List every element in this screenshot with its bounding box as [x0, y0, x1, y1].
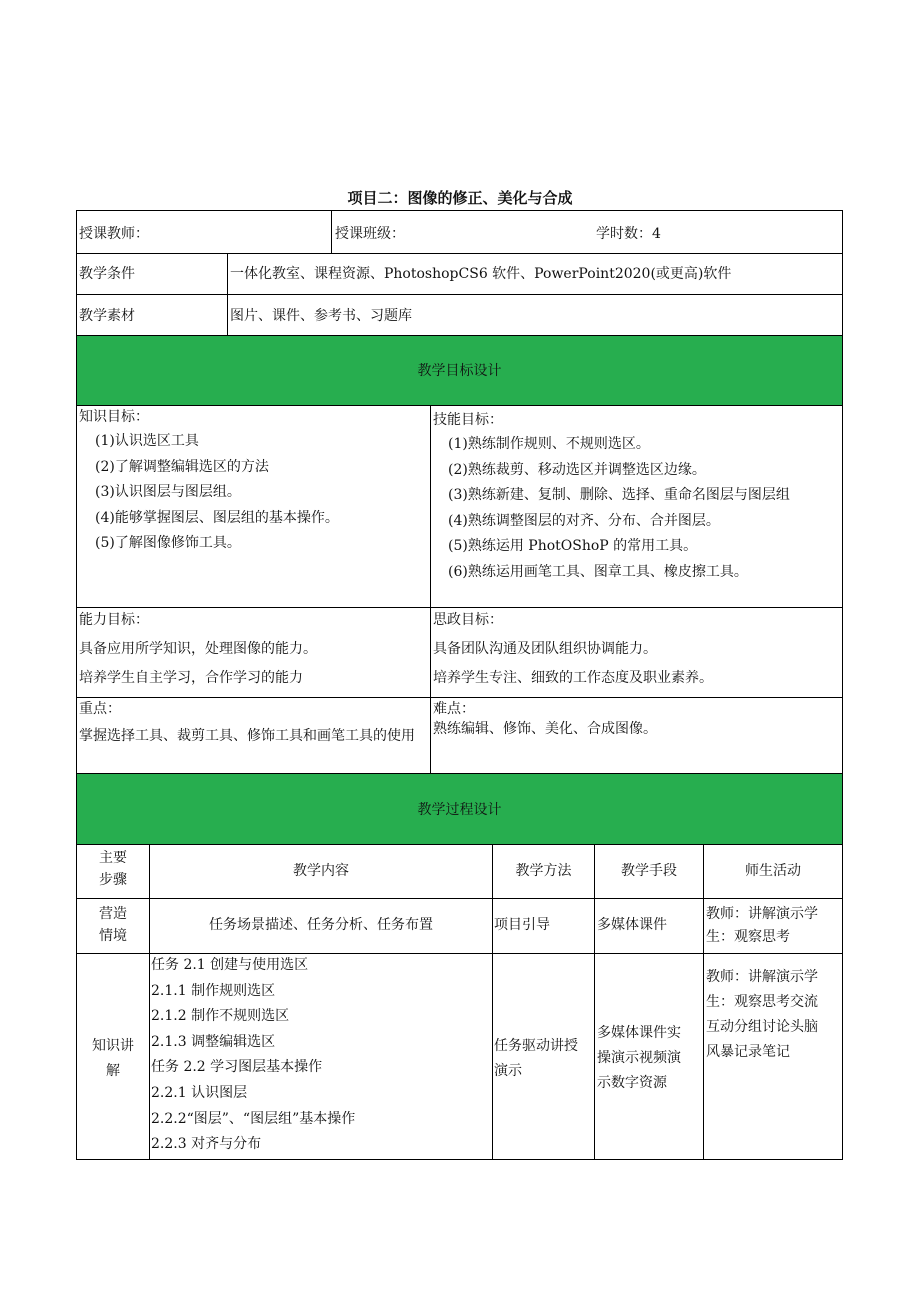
teacher-label: 授课教师：	[79, 226, 149, 242]
hours-label: 学时数：4	[596, 226, 661, 242]
ability-label: 能力目标：	[79, 612, 149, 628]
process-section-title: 教学过程设计	[417, 802, 502, 818]
row1-step: 营造 情境	[99, 906, 127, 944]
list-item: 2.1.2 制作不规则选区	[151, 1008, 290, 1025]
ideology-line2: 培养学生专注、细致的工作态度及职业素养。	[433, 670, 713, 686]
list-item: (4)熟练调整图层的对齐、分布、合并图层。	[448, 512, 720, 529]
table-line	[76, 1159, 843, 1160]
row2-means: 多媒体课件实 操演示视频演 示数字资源	[597, 1025, 681, 1091]
table-line	[76, 697, 843, 698]
ability-line2: 培养学生自主学习，合作学习的能力	[79, 670, 303, 686]
list-item: 2.1.1 制作规则选区	[151, 982, 276, 999]
key-point-label: 重点：	[79, 701, 121, 717]
list-item: (2)熟练裁剪、移动选区并调整选区边缘。	[448, 461, 706, 478]
header-method: 教学方法	[515, 863, 572, 879]
row1-method: 项目引导	[494, 917, 550, 933]
table-line	[76, 335, 843, 336]
conditions-value: 一体化教室、课程资源、PhotoshopCS6 软件、PowerPoint2020(或更高)软件	[230, 266, 732, 282]
header-step: 主要 步骤	[99, 850, 127, 888]
table-line	[76, 844, 843, 845]
materials-label: 教学素材	[79, 308, 135, 324]
list-item: (1)认识选区工具	[95, 433, 199, 449]
row1-activity: 教师：讲解演示学 生：观察思考	[706, 906, 818, 945]
table-line	[703, 844, 704, 1159]
page-title: 项目二：图像的修正、美化与合成	[347, 189, 573, 207]
table-line	[76, 294, 843, 295]
list-item: 2.1.3 调整编辑选区	[151, 1033, 276, 1050]
header-content: 教学内容	[293, 863, 349, 879]
header-means: 教学手段	[621, 863, 677, 879]
row2-method: 任务驱动讲授 演示	[494, 1038, 578, 1079]
table-line	[227, 253, 228, 335]
table-line	[76, 773, 843, 774]
table-line	[492, 844, 493, 1159]
class-label: 授课班级：	[335, 226, 405, 242]
table-line	[76, 607, 843, 608]
list-item: 任务 2.2 学习图层基本操作	[151, 1059, 323, 1076]
table-line	[149, 844, 150, 1159]
skills-list	[448, 432, 790, 586]
skills-label: 技能目标：	[433, 412, 503, 428]
row2-activity: 教师：讲解演示学 生：观察思考交流 互动分组讨论头脑 风暴记录笔记	[706, 969, 818, 1060]
table-line	[76, 898, 843, 899]
list-item: 2.2.2“图层”、“图层组”基本操作	[151, 1110, 356, 1127]
table-line	[76, 210, 843, 211]
list-item: (3)熟练新建、复制、删除、选择、重命名图层与图层组	[448, 487, 790, 504]
list-item: (4)能够掌握图层、图层组的基本操作。	[95, 509, 339, 526]
table-line	[842, 210, 843, 1160]
difficulty-value: 熟练编辑、修饰、美化、合成图像。	[433, 721, 657, 737]
ability-line1: 具备应用所学知识，处理图像的能力。	[79, 641, 317, 657]
key-point-value: 掌握选择工具、裁剪工具、修饰工具和画笔工具的使用	[79, 728, 415, 744]
list-item: 任务 2.1 创建与使用选区	[151, 957, 309, 973]
materials-value: 图片、课件、参考书、习题库	[230, 308, 412, 324]
table-line	[76, 210, 77, 1160]
list-item: (5)了解图像修饰工具。	[95, 535, 241, 552]
header-activity: 师生活动	[745, 863, 801, 879]
list-item: (6)熟练运用画笔工具、图章工具、橡皮擦工具。	[448, 563, 748, 580]
table-line	[76, 253, 843, 254]
table-line	[594, 844, 595, 1159]
difficulty-label: 难点：	[433, 701, 475, 717]
ideology-label: 思政目标：	[433, 612, 503, 628]
list-item: (5)熟练运用 PhotOShoP 的常用工具。	[448, 538, 698, 555]
list-item: (2)了解调整编辑选区的方法	[95, 458, 269, 475]
row1-content: 任务场景描述、任务分析、任务布置	[209, 917, 433, 933]
row2-step: 知识讲 解	[92, 1038, 134, 1079]
table-line	[331, 210, 332, 253]
list-item: 2.2.3 对齐与分布	[151, 1136, 262, 1153]
row2-content-list	[151, 953, 355, 1158]
knowledge-list	[95, 429, 339, 557]
row1-means: 多媒体课件	[597, 917, 667, 933]
table-line	[76, 405, 843, 406]
goal-section-title: 教学目标设计	[417, 363, 502, 379]
ideology-line1: 具备团队沟通及团队组织协调能力。	[433, 641, 657, 657]
conditions-label: 教学条件	[79, 266, 135, 282]
list-item: (3)认识图层与图层组。	[95, 484, 241, 501]
knowledge-label: 知识目标：	[79, 409, 149, 425]
list-item: (1)熟练制作规则、不规则选区。	[448, 436, 650, 452]
table-line	[430, 405, 431, 773]
list-item: 2.2.1 认识图层	[151, 1084, 248, 1101]
